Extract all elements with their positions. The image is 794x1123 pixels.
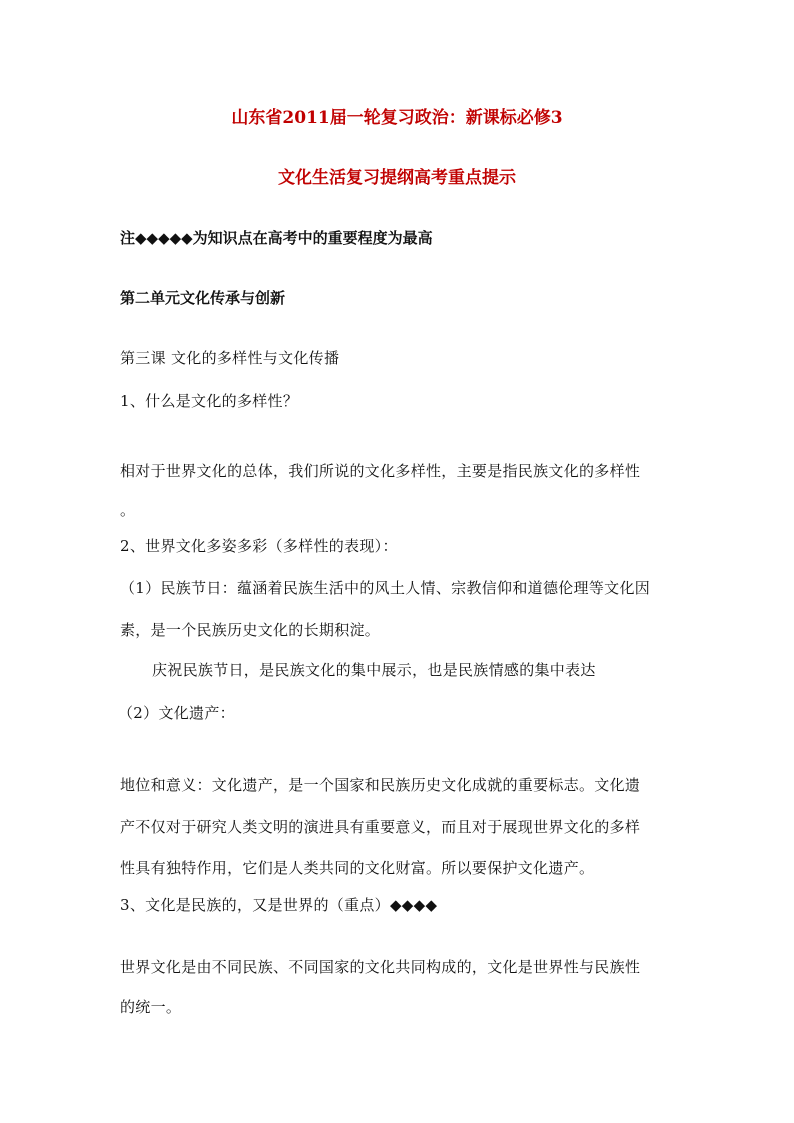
question-1-answer-line-1: 相对于世界文化的总体，我们所说的文化多样性，主要是指民族文化的多样性 xyxy=(120,462,641,480)
question-2-item-2-line-1: 地位和意义：文化遗产，是一个国家和民族历史文化成就的重要标志。文化遗 xyxy=(120,776,641,794)
question-2: 2、世界文化多姿多彩（多样性的表现）： xyxy=(120,537,398,555)
question-3: 3、文化是民族的，又是世界的（重点）◆◆◆◆ xyxy=(120,896,438,914)
question-2-item-1-line-2: 素，是一个民族历史文化的长期积淀。 xyxy=(120,621,381,639)
question-1: 1、什么是文化的多样性？ xyxy=(120,392,299,410)
question-3-answer-line-1: 世界文化是由不同民族、不同国家的文化共同构成的，文化是世界性与民族性 xyxy=(120,958,641,976)
document-title-line-2: 文化生活复习提纲高考重点提示 xyxy=(278,168,516,188)
importance-note: 注◆◆◆◆◆为知识点在高考中的重要程度为最高 xyxy=(120,229,433,247)
unit-heading: 第二单元文化传承与创新 xyxy=(120,289,286,307)
question-2-item-1-line-3: 庆祝民族节日，是民族文化的集中展示，也是民族情感的集中表达 xyxy=(152,661,596,679)
question-2-item-2-line-3: 性具有独特作用，它们是人类共同的文化财富。所以要保护文化遗产。 xyxy=(120,859,595,877)
question-2-item-2-line-2: 产不仅对于研究人类文明的演进具有重要意义，而且对于展现世界文化的多样 xyxy=(120,818,641,836)
question-2-item-2: （2）文化遗产： xyxy=(118,704,235,722)
question-2-item-1-line-1: （1）民族节日：蕴涵着民族生活中的风土人情、宗教信仰和道德伦理等文化因 xyxy=(120,579,651,597)
lesson-heading: 第三课 文化的多样性与文化传播 xyxy=(120,349,340,367)
question-1-answer-line-2: 。 xyxy=(120,501,136,519)
question-3-answer-line-2: 的统一。 xyxy=(120,998,182,1016)
document-title-line-1: 山东省2011届一轮复习政治：新课标必修3 xyxy=(231,108,563,128)
